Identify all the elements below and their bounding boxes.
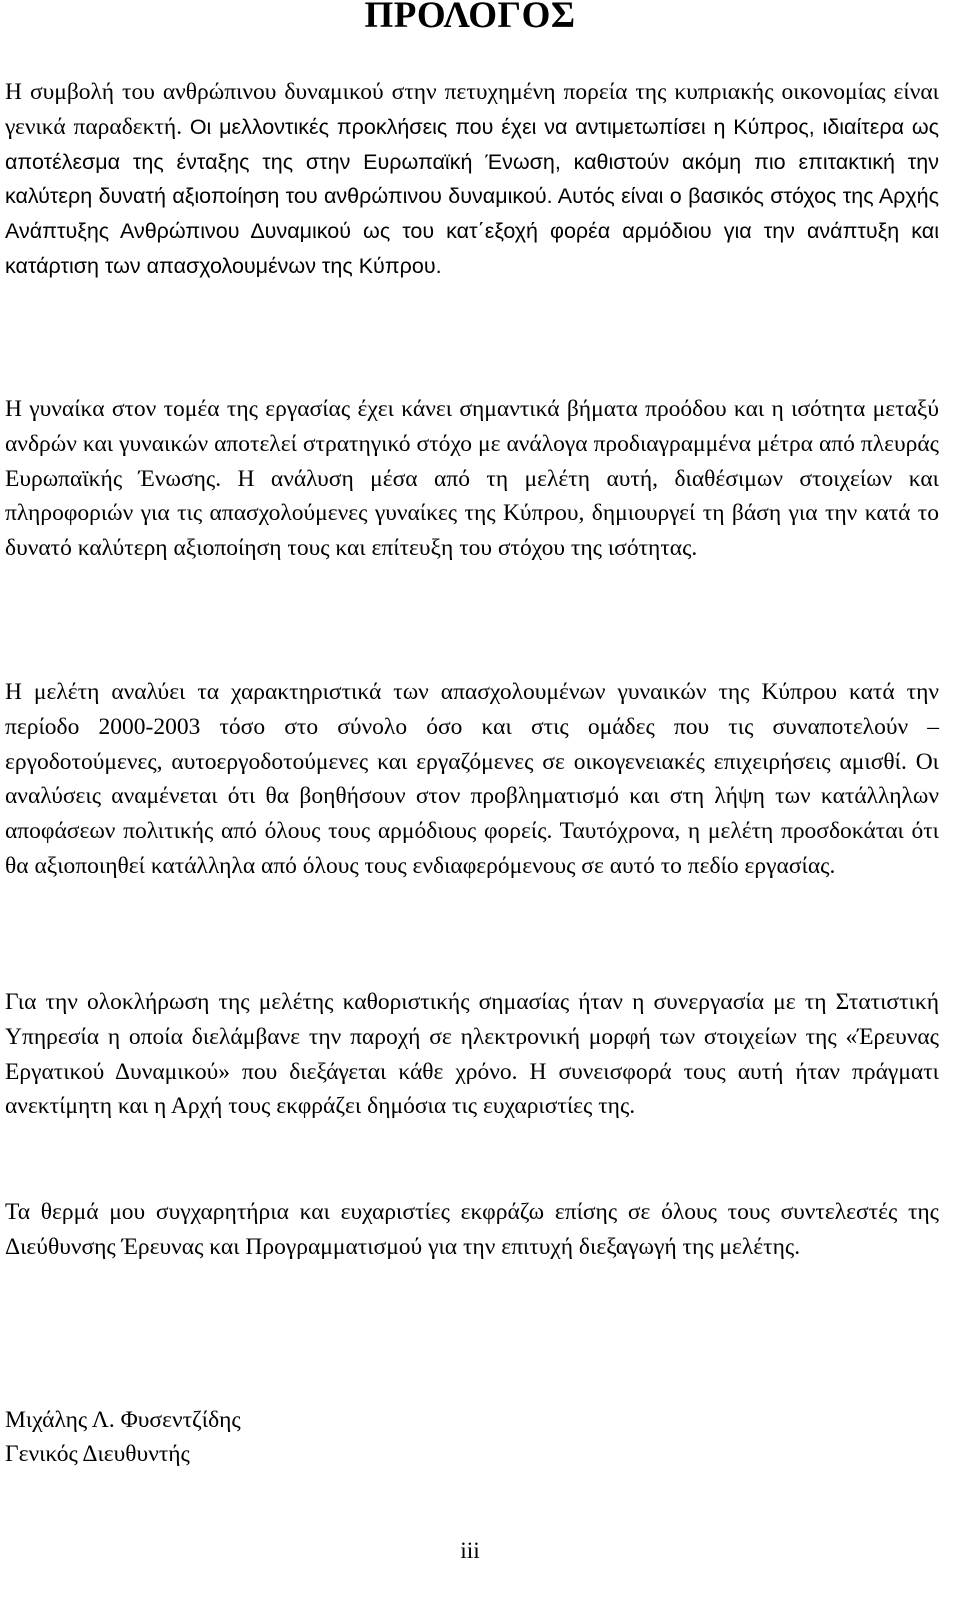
paragraph-2: Η γυναίκα στον τομέα της εργασίας έχει κάνει σημαντικά βήματα προόδου και η ισότητα μεταξύ ανδρών και γυναικών αποτελεί στρατηγικό στόχο με ανάλογα προδιαγραμμένα μέτρα από πλευράς Ευρωπαϊκής Ένωσης. Η ανάλυση μέσα από τη μελέτη αυτή, διαθέσιμων στοιχείων και πληροφοριών για τις απασχολούμενες γυναίκες της Κύπρου, δημιουργεί τη βάση για την κατά το δυνατό καλύτερη αξιοποίηση τους και επίτευξη του στόχου της ισότητας. [5, 396, 939, 562]
paragraph-5: Τα θερμά μου συγχαρητήρια και ευχαριστίες εκφράζω επίσης σε όλους τους συντελεστές της Διεύθυνσης Έρευνας και Προγραμματισμού για την επιτυχή διεξαγωγή της μελέτης. [5, 1199, 939, 1260]
paragraph-1-text-serif: Η συμβολή του ανθρώπινου δυναμικού στην πετυχημένη πορεία της κυπριακής οικονομίας είναι γενικά παραδεκτή. [5, 79, 939, 140]
page-number: iii [460, 1538, 480, 1564]
paragraph-1-text-sans: Οι μελλοντικές προκλήσεις που έχει να αντιμετωπίσει η Κύπρος, ιδιαίτερα ως αποτέλεσμα της ένταξης της στην Ευρωπαϊκή Ένωση, καθιστούν ακόμη πιο επιτακτική την καλύτερη δυνατή αξιοποίηση του ανθρώπινου δυναμικού. Αυτός είναι ο βασικός στόχος της Αρχής Ανάπτυξης Ανθρώπινου Δυναμικού ως του κατ΄εξοχή φορέα αρμόδιου για την ανάπτυξη και κατάρτιση των απασχολουμένων της Κύπρου. [5, 114, 939, 278]
signature-role: Γενικός Διευθυντής [5, 1441, 190, 1467]
signature-name: Μιχάλης Λ. Φυσεντζίδης [5, 1407, 241, 1433]
paragraph-1 [5, 75, 939, 284]
paragraph-4: Για την ολοκλήρωση της μελέτης καθοριστικής σημασίας ήταν η συνεργασία με τη Στατιστική Υπηρεσία η οποία διελάμβανε την παροχή σε ηλεκτρονική μορφή των στοιχείων της «Έρευνας Εργατικού Δυναμικού» που διεξάγεται κάθε χρόνο. Η συνεισφορά τους αυτή ήταν πράγματι ανεκτίμητη και η Αρχή τους εκφράζει δημόσια τις ευχαριστίες της. [5, 989, 939, 1120]
paragraph-3: Η μελέτη αναλύει τα χαρακτηριστικά των απασχολουμένων γυναικών της Κύπρου κατά την περίοδο 2000-2003 τόσο στο σύνολο όσο και στις ομάδες που τις συναποτελούν – εργοδοτούμενες, αυτοεργοδοτούμενες και εργαζόμενες σε οικογενειακές επιχειρήσεις αμισθί. Οι αναλύσεις αναμένεται ότι θα βοηθήσουν στον προβληματισμό και στη λήψη των κατάλληλων αποφάσεων πολιτικής από όλους τους αρμόδιους φορείς. Ταυτόχρονα, η μελέτη προσδοκάται ότι θα αξιοποιηθεί κατάλληλα από όλους τους ενδιαφερόμενους σε αυτό το πεδίο εργασίας. [5, 679, 939, 879]
page-title: ΠΡΟΛΟΓΟΣ [364, 0, 576, 36]
